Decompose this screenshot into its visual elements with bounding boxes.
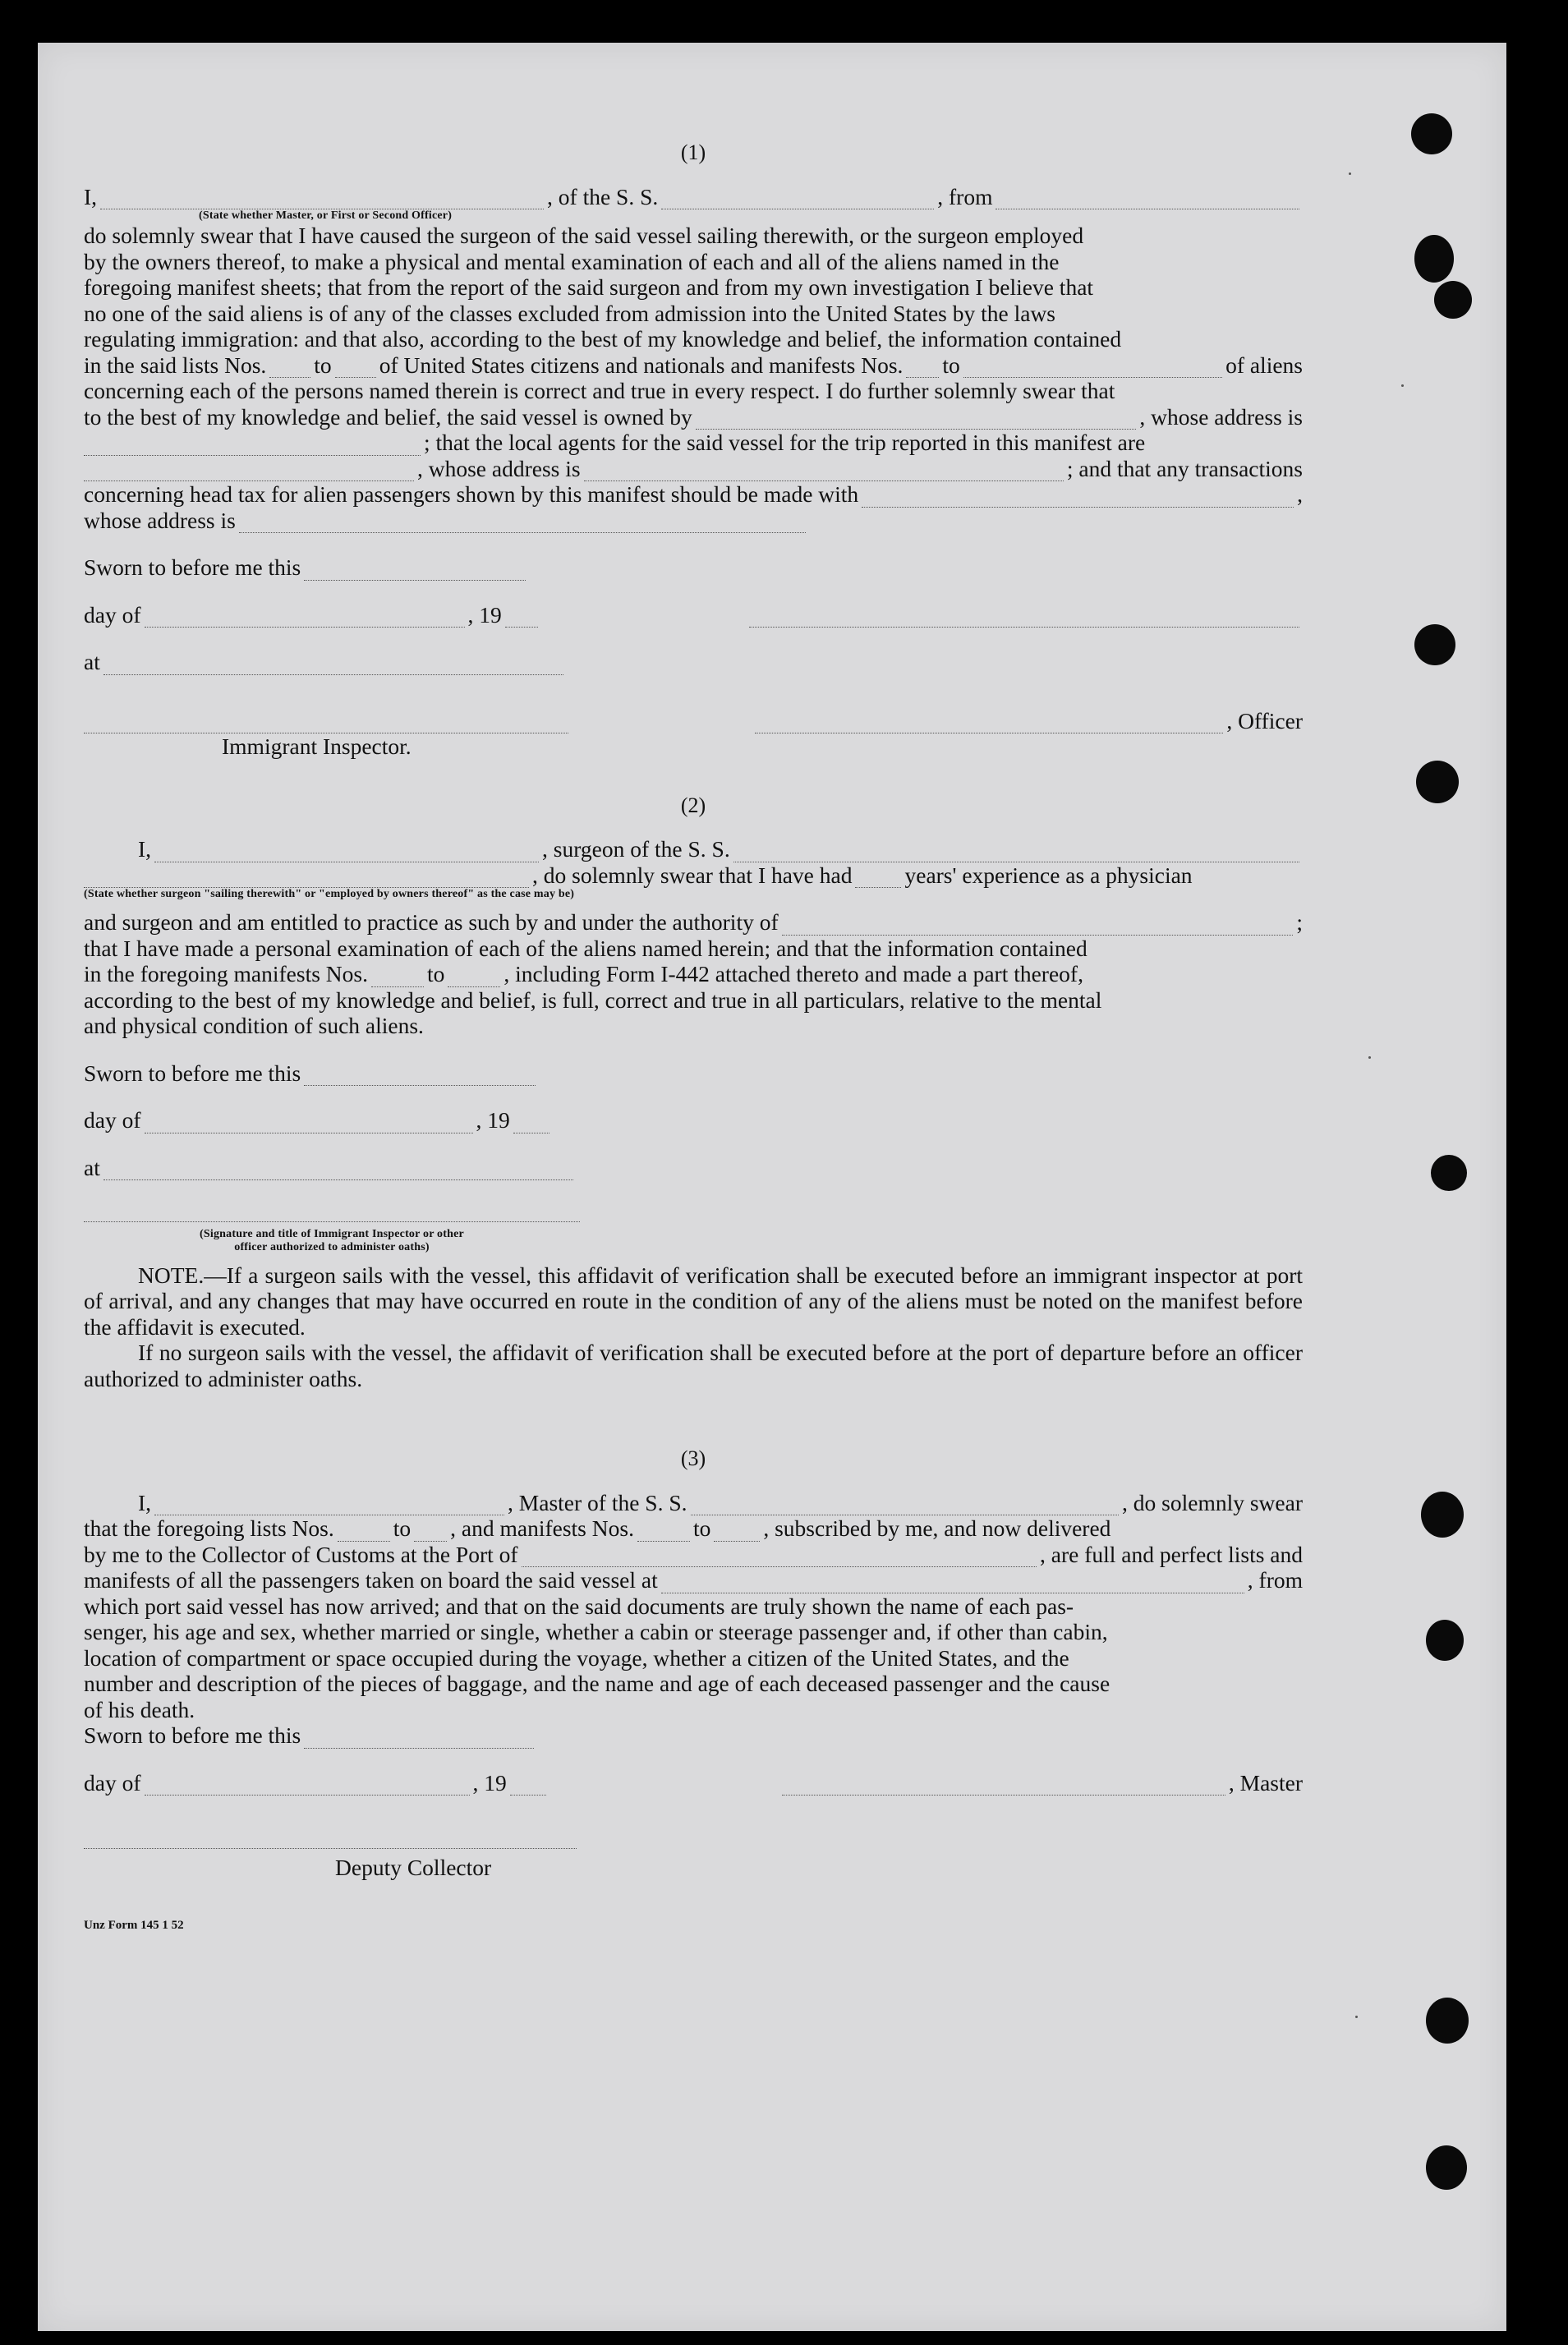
body-line: which port said vessel has now arrived; and that on the said documents are truly shown the name of each pas- xyxy=(84,1593,1074,1619)
manifests-from-field[interactable] xyxy=(906,357,939,378)
year-field[interactable] xyxy=(513,1113,549,1133)
punch-hole xyxy=(1421,1492,1464,1538)
body-line: by the owners thereof, to make a physical and mental examination of each and all of the aliens named in the xyxy=(84,248,1060,274)
agents-address-line xyxy=(84,456,1303,482)
body-line: regulating immigration: and that also, according to the best of my knowledge and belief, the information contained xyxy=(84,326,1122,352)
at-field[interactable] xyxy=(103,655,563,675)
sworn-day-field[interactable] xyxy=(304,1065,536,1086)
collector-signature-field[interactable] xyxy=(84,1828,577,1849)
ship-name-field[interactable] xyxy=(661,189,934,209)
label-authority: and surgeon and am entitled to practice as such by and under the authority of xyxy=(84,909,779,935)
body-line: foregoing manifest sheets; that from the report of the said surgeon and from my own investigation I believe that xyxy=(84,274,1094,300)
signature-note-line: officer authorized to administer oaths) xyxy=(234,1240,430,1253)
oath-paragraph-3 xyxy=(84,1515,1303,1722)
master-officer-note: (State whether Master, or First or Second Officer) xyxy=(199,209,453,222)
paper-speck xyxy=(1368,1056,1371,1059)
body-line: according to the best of my knowledge and belief, is full, correct and true in all particulars, relative to the mental xyxy=(84,986,1102,1013)
label-to: to xyxy=(314,352,332,378)
agents-address-field[interactable] xyxy=(584,461,1064,481)
label-foregoing: in the foregoing manifests Nos. xyxy=(84,961,368,986)
body-line: number and description of the pieces of baggage, and the name and age of each deceased passenger and the cause xyxy=(84,1671,1110,1696)
sworn-day-field[interactable] xyxy=(304,1728,534,1749)
master-name-field[interactable] xyxy=(154,1495,504,1515)
label-owned-by: to the best of my knowledge and belief, the said vessel is owned by xyxy=(84,403,692,430)
label-sworn: Sworn to before me this xyxy=(84,1722,301,1748)
label-comma: , xyxy=(1297,481,1303,507)
inspector-signature-field[interactable] xyxy=(84,713,568,733)
year-field[interactable] xyxy=(510,1775,546,1796)
surgeon-name-field[interactable] xyxy=(154,842,539,862)
inspector-signature-row xyxy=(84,708,1303,734)
punch-hole xyxy=(1411,113,1452,154)
local-agents-line xyxy=(84,430,1303,456)
label-nineteen: , 19 xyxy=(476,1107,510,1133)
master-signature-field[interactable] xyxy=(749,607,1299,628)
label-semicolon: ; xyxy=(1296,909,1303,935)
day-of-field[interactable] xyxy=(145,1775,470,1796)
sworn-line xyxy=(84,554,1303,581)
body-line: that I have made a personal examination of each of the aliens named herein; and that the information contained xyxy=(84,935,1087,961)
port-field[interactable] xyxy=(522,1547,1037,1567)
day-of-field[interactable] xyxy=(145,607,465,628)
at-line xyxy=(84,1155,1303,1181)
label-officer: , Officer xyxy=(1226,707,1303,733)
affidavit-content xyxy=(84,140,1303,1939)
signature-note-line: (Signature and title of Immigrant Inspector or other xyxy=(200,1227,464,1240)
label-sworn: Sworn to before me this xyxy=(84,1060,301,1086)
label-to: to xyxy=(942,352,960,378)
surgeon-ship-field[interactable] xyxy=(733,842,1299,862)
officer-signature-field[interactable] xyxy=(755,713,1223,733)
note-paragraph-2: If no surgeon sails with the vessel, the affidavit of verification shall be executed before at the port of departure before an officer authorized to administer oaths. xyxy=(84,1340,1303,1391)
head-tax-address-line xyxy=(84,508,1303,534)
manifests-from-field[interactable] xyxy=(637,1521,690,1542)
day-of-row xyxy=(84,602,1303,628)
label-to: to xyxy=(393,1515,412,1541)
label-are-full: , are full and perfect lists and xyxy=(1040,1541,1303,1567)
paper-speck xyxy=(1401,384,1404,387)
punch-hole xyxy=(1426,1620,1464,1661)
label-to: to xyxy=(426,961,445,986)
surgeon-type-field[interactable] xyxy=(84,867,529,888)
from-field[interactable] xyxy=(996,189,1299,209)
lists-line xyxy=(84,352,1303,379)
lists-from-field[interactable] xyxy=(338,1521,390,1542)
day-of-field[interactable] xyxy=(145,1113,473,1133)
signature-note xyxy=(84,1228,580,1254)
form-identifier: Unz Form 145 1 52 xyxy=(84,1919,184,1932)
label-including: , including Form I-442 attached thereto and made a part thereof, xyxy=(504,961,1083,986)
inspector-signature-field[interactable] xyxy=(84,1202,580,1222)
owned-by-line xyxy=(84,404,1303,430)
body-line: senger, his age and sex, whether married or single, whether a cabin or steerage passenger and, if other than cabin, xyxy=(84,1619,1108,1644)
day-of-line xyxy=(84,1107,1303,1133)
label-at: at xyxy=(84,649,100,674)
label-of-ss: , of the S. S. xyxy=(547,183,659,209)
punch-hole xyxy=(1434,281,1472,319)
at-field[interactable] xyxy=(103,1160,573,1180)
lists-to-field[interactable] xyxy=(414,1521,447,1542)
sworn-line xyxy=(84,1722,1303,1749)
label-years: years' experience as a physician xyxy=(904,862,1193,888)
body-line: concerning each of the persons named therein is correct and true in every respect. I do further solemnly swear that xyxy=(84,378,1115,403)
foregoing-lists-line xyxy=(84,1515,1303,1542)
note-paragraph-1: NOTE.—If a surgeon sails with the vessel, this affidavit of verification shall be executed before an immigrant inspector at port of arrival, and any changes that may have occurred en route in the condition of any of the aliens must be noted on the manifest before the affidavit is executed. xyxy=(84,1262,1303,1340)
label-i: I, xyxy=(138,1489,152,1515)
foregoing-manifests-line xyxy=(84,961,1303,987)
body-line: and physical condition of such aliens. xyxy=(84,1013,424,1038)
section-number: (2) xyxy=(680,793,706,817)
body-line: do solemnly swear that I have caused the surgeon of the said vessel sailing therewith, or the surgeon employed xyxy=(84,223,1084,248)
surgeon-type-note: (State whether surgeon "sailing therewith" or "employed by owners thereof" as the case may be) xyxy=(84,888,575,900)
label-surgeon-of: , surgeon of the S. S. xyxy=(542,836,730,862)
surgeon-line xyxy=(84,836,1303,862)
label-day-of: day of xyxy=(84,1769,141,1796)
label-said-lists: in the said lists Nos. xyxy=(84,352,267,378)
authority-line xyxy=(84,909,1303,936)
label-transactions: ; and that any transactions xyxy=(1066,455,1303,481)
punch-hole xyxy=(1431,1155,1467,1191)
head-tax-line xyxy=(84,481,1303,508)
paper-speck xyxy=(1349,172,1351,175)
label-foregoing-lists: that the foregoing lists Nos. xyxy=(84,1515,334,1541)
label-to: to xyxy=(692,1515,711,1541)
manifests-to-field[interactable] xyxy=(714,1521,760,1542)
taken-on-board-line xyxy=(84,1567,1303,1593)
body-line: of his death. xyxy=(84,1696,195,1722)
label-day-of: day of xyxy=(84,601,141,628)
label-collector: by me to the Collector of Customs at the Port of xyxy=(84,1541,518,1567)
section-number: (1) xyxy=(680,140,706,164)
at-line xyxy=(84,649,1303,675)
lists-from-field[interactable] xyxy=(269,357,310,378)
punch-hole xyxy=(1426,1998,1469,2044)
experience-line xyxy=(84,862,1303,889)
label-day-of: day of xyxy=(84,1107,141,1133)
sworn-day-field[interactable] xyxy=(304,560,526,581)
section-number: (3) xyxy=(680,1446,706,1470)
label-whose-address-3: whose address is xyxy=(84,507,236,533)
agents-field[interactable] xyxy=(84,461,414,481)
head-tax-address-field[interactable] xyxy=(239,513,806,533)
label-do-solemnly: , do solemnly swear xyxy=(1122,1489,1303,1515)
master-line xyxy=(84,1490,1303,1516)
deputy-collector-title: Deputy Collector xyxy=(335,1854,492,1880)
label-citizens: of United States citizens and nationals and manifests Nos. xyxy=(379,352,904,378)
label-whose-address-2: , whose address is xyxy=(417,455,581,481)
label-at: at xyxy=(84,1154,100,1180)
label-do-solemnly: , do solemnly swear that I have had xyxy=(532,862,853,888)
day-of-row xyxy=(84,1770,1303,1796)
year-field[interactable] xyxy=(505,607,538,628)
label-whose-address: , whose address is xyxy=(1139,403,1303,430)
body-line: location of compartment or space occupied during the voyage, whether a citizen of the United States, and the xyxy=(84,1644,1069,1671)
label-from: , from xyxy=(937,183,993,209)
label-nineteen: , 19 xyxy=(472,1769,507,1796)
punch-hole xyxy=(1426,2145,1467,2190)
paper-speck xyxy=(1355,2016,1358,2018)
label-i: I, xyxy=(138,836,152,862)
owner-field[interactable] xyxy=(696,409,1137,430)
collector-line xyxy=(84,1542,1303,1568)
punch-hole xyxy=(1414,624,1455,665)
inspector-title: Immigrant Inspector. xyxy=(222,733,412,759)
label-from: , from xyxy=(1247,1567,1303,1593)
punch-hole xyxy=(1416,761,1459,803)
sworn-line xyxy=(84,1060,1303,1087)
manifests-from-field[interactable] xyxy=(371,967,424,987)
years-field[interactable] xyxy=(855,867,901,888)
manifests-to-field[interactable] xyxy=(963,357,1222,378)
label-of-aliens: of aliens xyxy=(1225,352,1303,378)
punch-hole xyxy=(1414,235,1454,283)
boarding-port-field[interactable] xyxy=(661,1573,1244,1593)
oath-paragraph-2 xyxy=(84,909,1303,1039)
label-sworn: Sworn to before me this xyxy=(84,554,301,580)
body-line: no one of the said aliens is of any of the classes excluded from admission into the United States by the laws xyxy=(84,300,1056,326)
ship-name-field[interactable] xyxy=(691,1495,1120,1515)
lists-to-field[interactable] xyxy=(335,357,376,378)
label-head-tax: concerning head tax for alien passengers shown by this manifest should be made with xyxy=(84,481,859,507)
label-master: , Master xyxy=(1228,1769,1303,1796)
label-and-manifests: , and manifests Nos. xyxy=(450,1515,634,1541)
owner-address-field[interactable] xyxy=(84,435,421,456)
master-line xyxy=(84,184,1303,210)
head-tax-party-field[interactable] xyxy=(862,487,1294,508)
label-subscribed: , subscribed by me, and now delivered xyxy=(763,1515,1111,1541)
oath-paragraph-1 xyxy=(84,223,1303,533)
master-name-field[interactable] xyxy=(100,189,544,209)
label-manifests-all: manifests of all the passengers taken on board the said vessel at xyxy=(84,1567,658,1593)
label-i: I, xyxy=(84,183,98,209)
label-master-of: , Master of the S. S. xyxy=(508,1489,687,1515)
manifests-to-field[interactable] xyxy=(448,967,500,987)
authority-field[interactable] xyxy=(782,915,1294,936)
master-signature-field[interactable] xyxy=(782,1775,1225,1796)
label-nineteen: , 19 xyxy=(467,601,502,628)
label-local-agents: ; that the local agents for the said vessel for the trip reported in this manifest are xyxy=(424,430,1146,455)
